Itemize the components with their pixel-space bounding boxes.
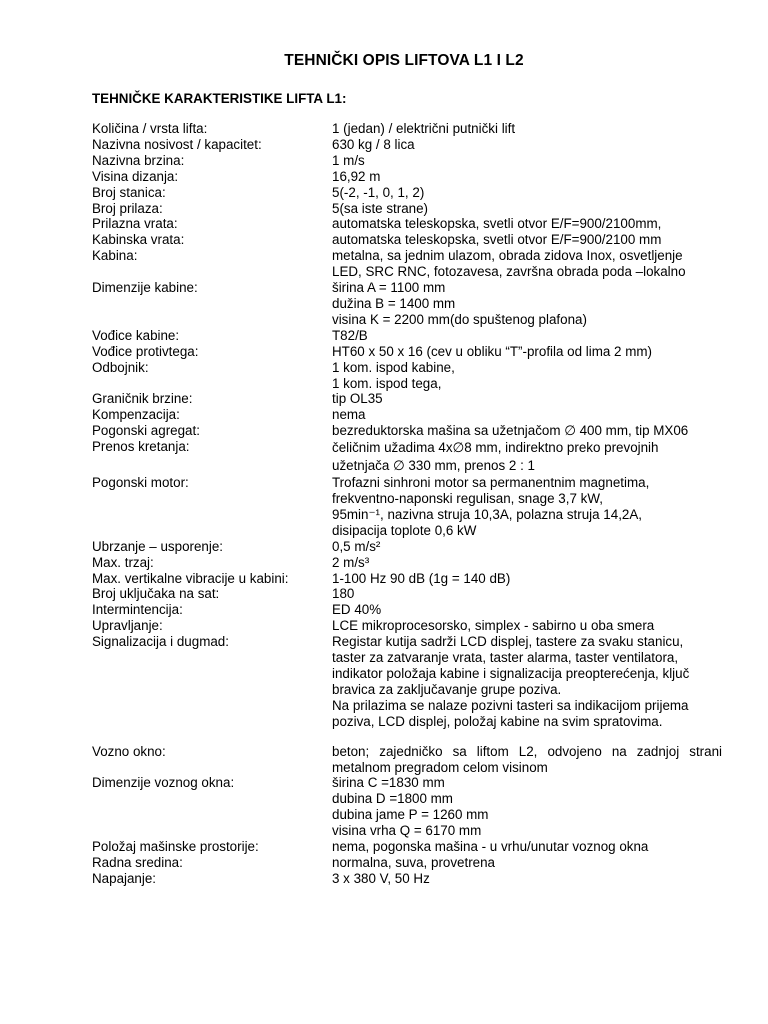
spec-value-line: 1 m/s [332,152,365,168]
spec-row [92,201,722,217]
spec-value-line: 3 x 380 V, 50 Hz [332,870,430,886]
spec-value [332,871,722,887]
spec-row [92,586,722,602]
spec-value-line: visina vrha Q = 6170 mm [332,823,482,839]
spec-value-line: užetnjača ∅ 330 mm, prenos 2 : 1 [332,458,535,474]
spec-value-line: 5(-2, -1, 0, 1, 2) [332,184,425,200]
spec-row [92,744,722,776]
document-title: TEHNIČKI OPIS LIFTOVA L1 I L2 [284,52,524,69]
spec-value [332,201,722,217]
spec-row [92,775,722,839]
spec-value-line: 2 m/s³ [332,554,370,570]
spec-value-line: automatska teleskopska, svetli otvor E/F=900/2100 mm [332,232,662,248]
spec-value [332,169,722,185]
spec-value [332,121,722,137]
spec-row [92,328,722,344]
spec-value [332,586,722,602]
spec-label: Vozno okno: [92,743,166,759]
spec-value [332,634,722,729]
spec-value-line: Na prilazima se nalaze pozivni tasteri sa indikacijom prijema [332,697,689,713]
spec-value [332,391,722,407]
spec-value [332,839,722,855]
spec-value [332,602,722,618]
spec-label: Broj stanica: [92,184,166,200]
spec-row [92,571,722,587]
spec-value [332,407,722,423]
spec-value [332,280,722,328]
spec-label: Napajanje: [92,870,157,886]
spec-value-line: normalna, suva, provetrena [332,854,496,870]
spec-label: Vođice kabine: [92,327,180,343]
spec-label: Max. vertikalne vibracije u kabini: [92,570,289,586]
spec-value-line: visina K = 2200 mm(do spuštenog plafona) [332,311,587,327]
spec-label: Kabina: [92,248,138,264]
spec-row [92,423,722,439]
spec-value [332,423,722,439]
spec-label: Intermintencija: [92,602,183,618]
spec-value-line: 180 [332,586,355,602]
spec-value [332,216,722,232]
spec-value [332,555,722,571]
spec-row [92,407,722,423]
spec-value [332,744,722,776]
spec-value [332,328,722,344]
spec-value-line: tip OL35 [332,391,383,407]
spec-row [92,618,722,634]
spec-label: Dimenzije kabine: [92,280,198,296]
spec-label: Max. trzaj: [92,554,154,570]
specifications-table [92,121,722,887]
spec-value [332,855,722,871]
spec-row [92,248,722,280]
spec-row [92,555,722,571]
spec-value-line: dužina B = 1400 mm [332,295,456,311]
spec-value [332,439,722,475]
spec-value-line: metalnom pregradom celom visinom [332,759,548,775]
spec-value-line: 5(sa iste strane) [332,200,429,216]
spec-value-line: 1 kom. ispod tega, [332,375,442,391]
spec-value [332,137,722,153]
spec-value [332,248,722,280]
spec-value-line: LCE mikroprocesorsko, simplex - sabirno u oba smera [332,618,655,634]
spec-label: Ubrzanje – usporenje: [92,538,224,554]
spec-value-line: ED 40% [332,602,382,618]
spec-value-line: 16,92 m [332,168,381,184]
spec-label: Visina dizanja: [92,168,179,184]
spec-label: Kabinska vrata: [92,232,185,248]
spec-row [92,839,722,855]
spec-row [92,232,722,248]
spec-value-line: metalna, sa jednim ulazom, obrada zidova Inox, osvetljenje [332,248,683,264]
spec-value-line: dubina jame P = 1260 mm [332,807,489,823]
spec-label: Prenos kretanja: [92,439,190,455]
spec-row [92,855,722,871]
spec-value-line: taster za zatvaranje vrata, taster alarma, taster ventilatora, [332,650,679,666]
spec-value-line: 1 kom. ispod kabine, [332,359,455,375]
spec-value-line: 95min⁻¹, nazivna struja 10,3A, polazna struja 14,2A, [332,506,643,522]
spec-value-line: automatska teleskopska, svetli otvor E/F=900/2100mm, [332,216,662,232]
spec-label: Vođice protivtega: [92,343,199,359]
section-heading: TEHNIČKE KARAKTERISTIKE LIFTA L1: [92,91,347,106]
spacer [92,730,722,744]
spec-value-line: bravica za zaključavanje grupe poziva. [332,681,562,697]
spec-label: Pogonski agregat: [92,423,200,439]
spec-label: Broj prilaza: [92,200,163,216]
spec-label: Kompenzacija: [92,407,180,423]
spec-value-line: indikator položaja kabine i signalizacija preopterećenja, ključ [332,666,690,681]
spec-value-line: 0,5 m/s² [332,538,381,554]
spec-value-line: frekventno-naponski regulisan, snage 3,7 kW, [332,491,603,507]
spec-row [92,634,722,729]
spec-value-line: čeličnim užadima 4x∅8 mm, indirektno preko prevojnih [332,440,659,456]
spec-row [92,539,722,555]
spec-value-line: Trofazni sinhroni motor sa permanentnim magnetima, [332,475,650,491]
spec-row [92,137,722,153]
spec-value [332,571,722,587]
spec-row [92,439,722,475]
spec-value-line: bezreduktorska mašina sa užetnjačom ∅ 400 mm, tip MX06 [332,423,689,439]
spec-row [92,475,722,539]
spec-value-line: Registar kutija sadrži LCD displej, tastere za svaku stanicu, [332,634,684,650]
spec-value-line: 630 kg / 8 lica [332,136,415,152]
spec-row [92,602,722,618]
spec-row [92,169,722,185]
spec-value-line: nema [332,407,366,423]
spec-label: Graničnik brzine: [92,391,193,407]
spec-row [92,280,722,328]
spec-label: Odbojnik: [92,359,149,375]
spec-row [92,153,722,169]
spec-value [332,618,722,634]
spec-value [332,232,722,248]
spec-row [92,121,722,137]
spec-value-line: disipacija toplote 0,6 kW [332,522,477,538]
spec-label: Upravljanje: [92,618,163,634]
spec-value [332,360,722,392]
spec-label: Pogonski motor: [92,475,189,491]
spec-row [92,344,722,360]
spec-label: Nazivna brzina: [92,152,185,168]
spec-label: Količina / vrsta lifta: [92,121,208,136]
spec-value [332,539,722,555]
spec-row [92,871,722,887]
spec-value [332,344,722,360]
spec-label: Dimenzije voznog okna: [92,775,235,791]
spec-value [332,185,722,201]
spec-label: Broj uključaka na sat: [92,586,220,602]
spec-value-line: LED, SRC RNC, fotozavesa, završna obrada poda –lokalno [332,264,686,280]
spec-value-line: širina A = 1100 mm [332,280,446,296]
spec-label: Prilazna vrata: [92,216,178,232]
spec-label: Nazivna nosivost / kapacitet: [92,136,262,152]
spec-value-line: širina C =1830 mm [332,775,445,791]
spec-label: Radna sredina: [92,854,183,870]
spec-row [92,216,722,232]
spec-value-line: HT60 x 50 x 16 (cev u obliku “T”-profila od lima 2 mm) [332,343,652,359]
spec-label: Položaj mašinske prostorije: [92,839,259,855]
spec-value-line: 1-100 Hz 90 dB (1g = 140 dB) [332,570,511,586]
spec-value-line: T82/B [332,327,368,343]
spec-row [92,391,722,407]
spec-value [332,475,722,539]
spec-label: Signalizacija i dugmad: [92,634,229,650]
spec-row [92,360,722,392]
spec-value-line: 1 (jedan) / električni putnički lift [332,121,516,136]
spec-value-line: beton; zajedničko sa liftom L2, odvojeno na zadnjoj strani [332,743,722,759]
spec-value [332,153,722,169]
spec-row [92,185,722,201]
spec-value-line: poziva, LCD displej, položaj kabine na svim spratovima. [332,713,663,729]
spec-value [332,775,722,839]
spec-value-line: dubina D =1800 mm [332,791,453,807]
spec-value-line: nema, pogonska mašina - u vrhu/unutar voznog okna [332,839,649,855]
